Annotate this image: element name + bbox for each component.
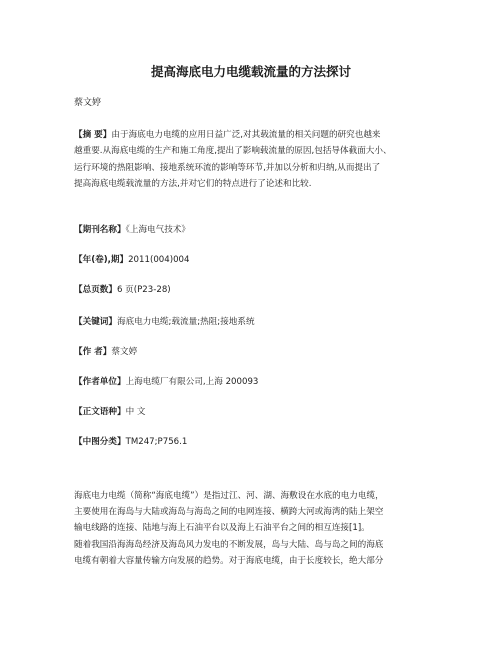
meta-affiliation — [74, 376, 258, 388]
meta-label: 【作 者】 — [74, 347, 112, 357]
meta-value: TM247;P756.1 — [125, 437, 188, 447]
meta-page-count — [74, 284, 171, 296]
meta-label: 【作者单位】 — [74, 377, 126, 387]
meta-label: 【中图分类】 — [74, 437, 126, 447]
meta-value: 海底电力电缆;载流量;热阻;接地系统 — [116, 317, 255, 327]
abstract-section — [74, 127, 434, 192]
meta-value: 上海电缆厂有限公司,上海 200093 — [125, 377, 259, 387]
body-line: 海底电力电缆（简称“海底电缆”）是指过江、河、湖、海敷设在水底的电力电缆， — [74, 491, 384, 501]
meta-label: 【总页数】 — [74, 285, 117, 295]
author-name: 蔡文婷 — [74, 98, 102, 108]
body-line: 电缆有朝着大容量传输方向发展的趋势。对于海底电缆，由于长度较长，绝大部分 — [74, 555, 384, 566]
meta-value: 6 页(P23-28) — [116, 285, 171, 295]
abstract-line: 越重要.从海底电缆的生产和施工角度,提出了影响载流量的原因,包括导体截面大小、 — [74, 146, 392, 157]
meta-label: 【期刊名称】 — [74, 225, 126, 235]
abstract-line: 运行环境的热阻影响、接地系统环流的影响等环节,并加以分析和归纳,从而提出了 — [74, 162, 381, 173]
meta-classification — [74, 436, 187, 448]
meta-value: 蔡文婷 — [111, 347, 138, 357]
meta-label: 【正文语种】 — [74, 407, 126, 417]
body-line: 输电线路的连接、陆地与海上石油平台以及海上石油平台之间的相互连接[1]。 — [74, 523, 370, 534]
meta-value: 《上海电气技术》 — [125, 225, 191, 235]
meta-author — [74, 346, 137, 358]
abstract-line: 提高海底电缆载流量的方法,并对它们的特点进行了论述和比较. — [74, 178, 312, 189]
abstract-label: 【摘 要】 — [74, 130, 112, 140]
meta-value: 2011(004)004 — [128, 255, 190, 265]
meta-journal-name — [74, 224, 190, 236]
meta-label: 【关键词】 — [74, 317, 117, 327]
abstract-text: 由于海底电力电缆的应用日益广泛,对其载流量的相关问题的研究也越来 — [111, 130, 381, 140]
body-text — [74, 488, 442, 569]
meta-language — [74, 406, 146, 418]
meta-keywords — [74, 316, 255, 328]
body-line: 主要使用在海岛与大陆或海岛与海岛之间的电网连接、横跨大河或海湾的陆上架空 — [74, 507, 384, 518]
meta-value: 中 文 — [125, 407, 146, 417]
abstract-line — [74, 127, 434, 143]
meta-volume-issue — [74, 254, 189, 266]
document-title: 提高海底电力电缆载流量的方法探讨 — [150, 64, 351, 79]
meta-label: 【年(卷),期】 — [74, 255, 129, 265]
body-line: 随着我国沿海海岛经济及海岛风力发电的不断发展，岛与大陆、岛与岛之间的海底 — [74, 539, 384, 550]
